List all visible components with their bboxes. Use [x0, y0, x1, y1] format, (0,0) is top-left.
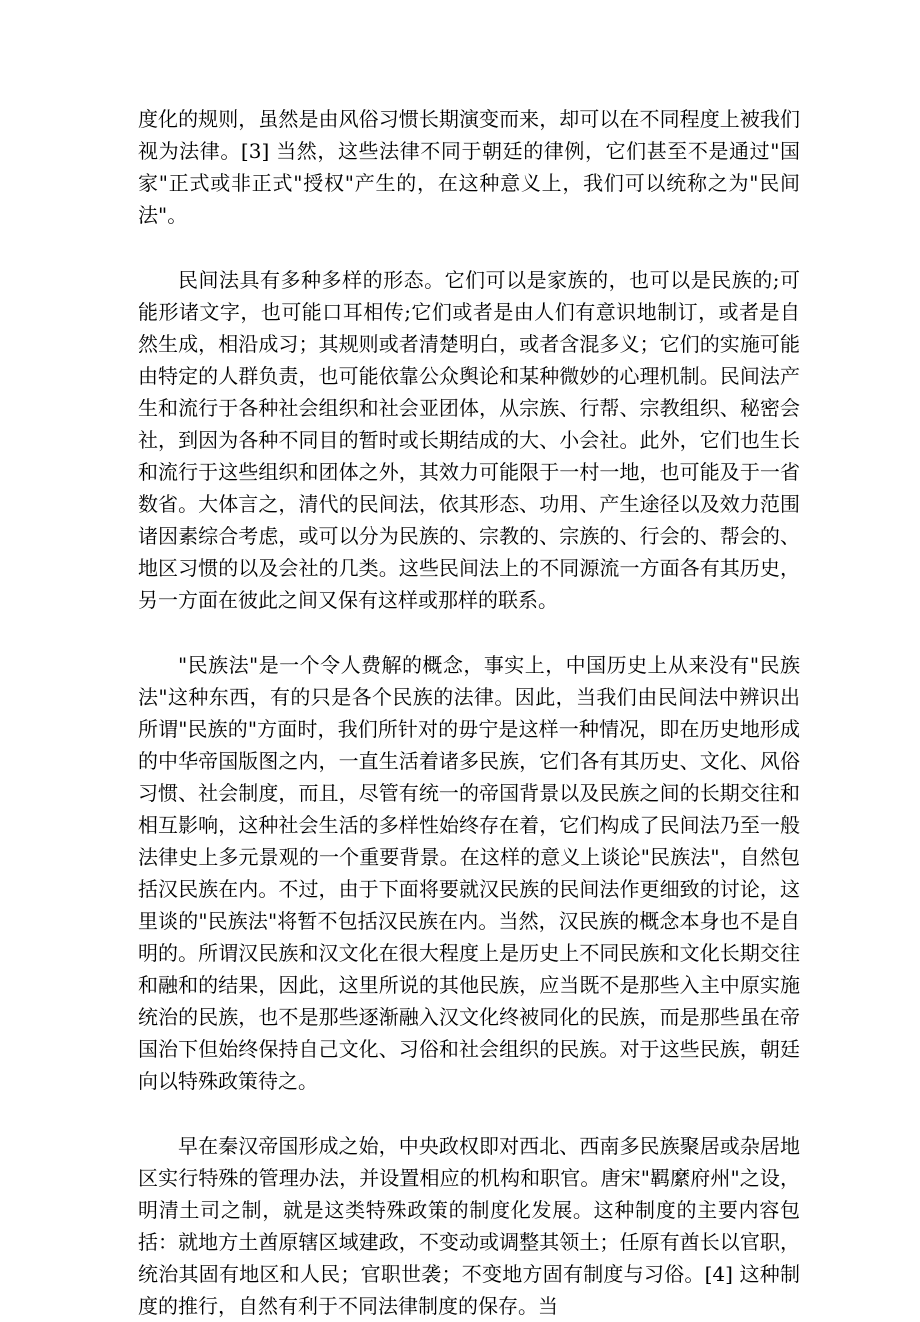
paragraph-continuation: 度化的规则，虽然是由风俗习惯长期演变而来，却可以在不同程度上被我们视为法律。[3] 当然，这些法律不同于朝廷的律例，它们甚至不是通过"国家"正式或非正式"授权"产生的，在这种意义上，我们可以统称之为"民间法"。	[138, 107, 800, 227]
paragraph-ethnic-law: "民族法"是一个令人费解的概念，事实上，中国历史上从来没有"民族法"这种东西，有的只是各个民族的法律。因此，当我们由民间法中辨识出所谓"民族的"方面时，我们所针对的毋宁是这样一种情况，即在历史地形成的中华帝国版图之内，一直生活着诸多民族，它们各有其历史、文化、风俗习惯、社会制度，而且，尽管有统一的帝国背景以及民族之间的长期交往和相互影响，这种社会生活的多样性始终存在着，它们构成了民间法乃至一般法律史上多元景观的一个重要背景。在这样的意义上谈论"民族法"，自然包括汉民族在内。不过，由于下面将要就汉民族的民间法作更细致的讨论，这里谈的"民族法"将暂不包括汉民族在内。当然，汉民族的概念本身也不是自明的。所谓汉民族和汉文化在很大程度上是历史上不同民族和文化长期交往和融和的结果，因此，这里所说的其他民族，应当既不是那些入主中原实施统治的民族，也不是那些逐渐融入汉文化终被同化的民族，而是那些虽在帝国治下但始终保持自己文化、习俗和社会组织的民族。对于这些民族，朝廷向以特殊政策待之。	[138, 653, 800, 1093]
paragraph-folk-law-forms: 民间法具有多种多样的形态。它们可以是家族的，也可以是民族的;可能形诸文字，也可能口耳相传;它们或者是由人们有意识地制订，或者是自然生成，相沿成习；其规则或者清楚明白，或者含混多义；它们的实施可能由特定的人群负责，也可能依靠公众舆论和某种微妙的心理机制。民间法产生和流行于各种社会组织和社会亚团体，从宗族、行帮、宗教组织、秘密会社，到因为各种不同目的暂时或长期结成的大、小会社。此外，它们也生长和流行于这些组织和团体之外，其效力可能限于一村一地，也可能及于一省数省。大体言之，清代的民间法，依其形态、功用、产生途径以及效力范围诸因素综合考虑，或可以分为民族的、宗教的、宗族的、行会的、帮会的、地区习惯的以及会社的几类。这些民间法上的不同源流一方面各有其历史，另一方面在彼此之间又保有这样或那样的联系。	[138, 268, 800, 612]
paragraph-qin-han-policy: 早在秦汉帝国形成之始，中央政权即对西北、西南多民族聚居或杂居地区实行特殊的管理办法，并设置相应的机构和职官。唐宋"羁縻府州"之设，明清土司之制，就是这类特殊政策的制度化发展。这种制度的主要内容包括：就地方土酋原辖区域建政，不变动或调整其领土；任原有酋长以官职，统治其固有地区和人民；官职世袭；不变地方固有制度与习俗。[4] 这种制度的推行，自然有利于不同法律制度的保存。当	[138, 1134, 800, 1318]
